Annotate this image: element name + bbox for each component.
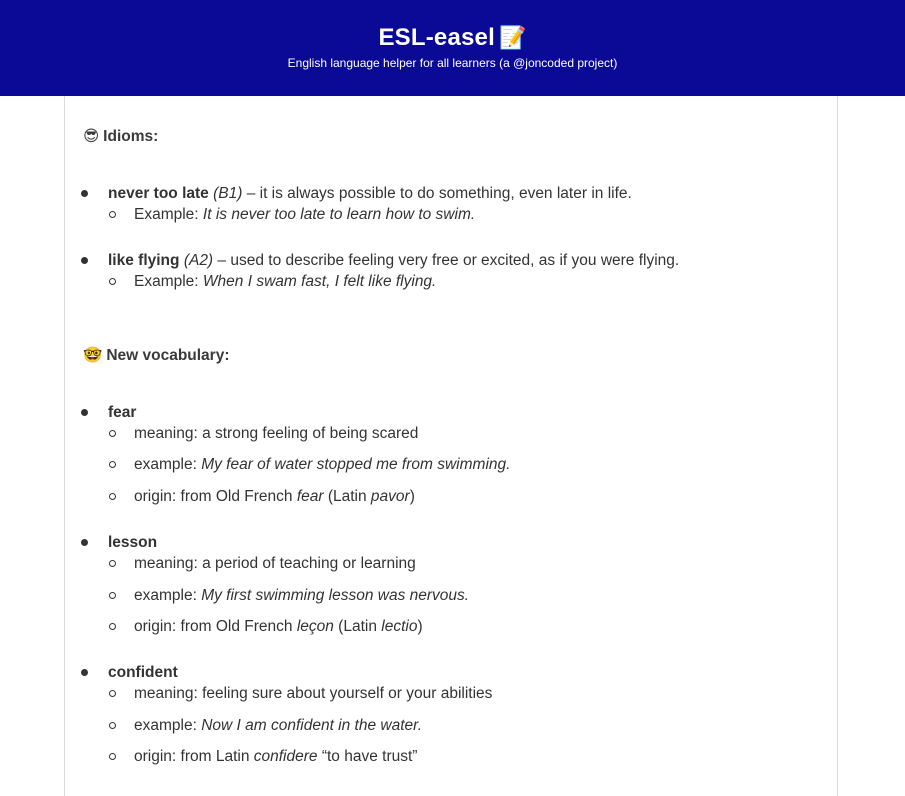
app-subtitle: English language helper for all learners (a @joncoded project) bbox=[287, 56, 618, 70]
idiom-example bbox=[134, 272, 814, 292]
example-label: example: bbox=[134, 587, 202, 604]
idiom-level: (A2) bbox=[183, 252, 214, 269]
idiom-definition: – used to describe feeling very free or excited, as if you were flying. bbox=[213, 252, 680, 269]
circle-bullet-icon bbox=[109, 430, 116, 437]
origin-word: fear bbox=[296, 488, 324, 505]
bullet-icon bbox=[81, 539, 88, 546]
bullet-icon bbox=[81, 669, 88, 676]
vocab-example bbox=[134, 586, 814, 606]
origin-word: confidere bbox=[253, 748, 318, 765]
origin-suffix: ) bbox=[409, 488, 415, 505]
origin-mid: (Latin bbox=[323, 488, 371, 505]
origin-prefix: origin: from Latin bbox=[134, 748, 254, 765]
example-label: Example: bbox=[134, 273, 203, 290]
vocab-meaning bbox=[134, 554, 814, 574]
origin-word: leçon bbox=[296, 618, 334, 635]
example-label: example: bbox=[134, 456, 202, 473]
app-title bbox=[0, 22, 905, 54]
idiom-example bbox=[134, 205, 814, 225]
vocab-item bbox=[108, 403, 808, 423]
vocab-item bbox=[108, 533, 808, 553]
idiom-term: like flying bbox=[108, 252, 180, 269]
circle-bullet-icon bbox=[109, 211, 116, 218]
meaning-text: meaning: feeling sure about yourself or your abilities bbox=[134, 685, 493, 702]
origin-prefix: origin: from Old French bbox=[134, 618, 297, 635]
vocab-origin bbox=[134, 487, 814, 507]
example-label: Example: bbox=[134, 206, 203, 223]
vocab-meaning bbox=[134, 424, 814, 444]
idiom-term: never too late bbox=[108, 185, 209, 202]
app-title-text: ESL-easel bbox=[378, 24, 495, 51]
circle-bullet-icon bbox=[109, 623, 116, 630]
example-text: My fear of water stopped me from swimming. bbox=[201, 456, 511, 473]
meaning-text: meaning: a period of teaching or learning bbox=[134, 555, 416, 572]
origin-mid: (Latin bbox=[333, 618, 382, 635]
circle-bullet-icon bbox=[109, 753, 116, 760]
origin-latin: lectio bbox=[381, 618, 418, 635]
vocab-example bbox=[134, 716, 814, 736]
circle-bullet-icon bbox=[109, 493, 116, 500]
circle-bullet-icon bbox=[109, 461, 116, 468]
origin-suffix: ) bbox=[417, 618, 423, 635]
vocab-word: fear bbox=[108, 404, 137, 421]
circle-bullet-icon bbox=[109, 560, 116, 567]
vocab-word: lesson bbox=[108, 534, 158, 551]
example-text: When I swam fast, I felt like flying. bbox=[202, 273, 437, 290]
idiom-definition: – it is always possible to do something, even later in life. bbox=[242, 185, 632, 202]
vocab-meaning bbox=[134, 684, 814, 704]
example-label: example: bbox=[134, 717, 202, 734]
bullet-icon bbox=[81, 409, 88, 416]
vocabulary-heading bbox=[83, 346, 230, 366]
vocab-word: confident bbox=[108, 664, 178, 681]
nerd-face-icon: 🤓 bbox=[83, 347, 103, 364]
example-text: My first swimming lesson was nervous. bbox=[201, 587, 470, 604]
meaning-text: meaning: a strong feeling of being scared bbox=[134, 425, 419, 442]
example-text: It is never too late to learn how to swim. bbox=[202, 206, 476, 223]
origin-latin: pavor bbox=[370, 488, 410, 505]
idiom-item bbox=[108, 251, 808, 271]
app-header bbox=[0, 0, 905, 96]
sunglasses-icon: 😎 bbox=[83, 128, 100, 145]
origin-suffix: “to have trust” bbox=[317, 748, 418, 765]
circle-bullet-icon bbox=[109, 722, 116, 729]
bullet-icon bbox=[81, 190, 88, 197]
circle-bullet-icon bbox=[109, 592, 116, 599]
bullet-icon bbox=[81, 257, 88, 264]
vocab-example bbox=[134, 455, 814, 475]
example-text: Now I am confident in the water. bbox=[201, 717, 423, 734]
vocabulary-heading-text: New vocabulary: bbox=[106, 347, 230, 364]
vocab-origin bbox=[134, 617, 814, 637]
origin-prefix: origin: from Old French bbox=[134, 488, 297, 505]
vocab-origin bbox=[134, 747, 814, 767]
circle-bullet-icon bbox=[109, 278, 116, 285]
memo-icon: 📝 bbox=[498, 25, 527, 50]
idiom-level: (B1) bbox=[213, 185, 243, 202]
idiom-item bbox=[108, 184, 808, 204]
idioms-heading-text: Idioms: bbox=[103, 128, 159, 145]
vocab-item bbox=[108, 663, 808, 683]
idioms-heading bbox=[83, 127, 158, 147]
circle-bullet-icon bbox=[109, 690, 116, 697]
